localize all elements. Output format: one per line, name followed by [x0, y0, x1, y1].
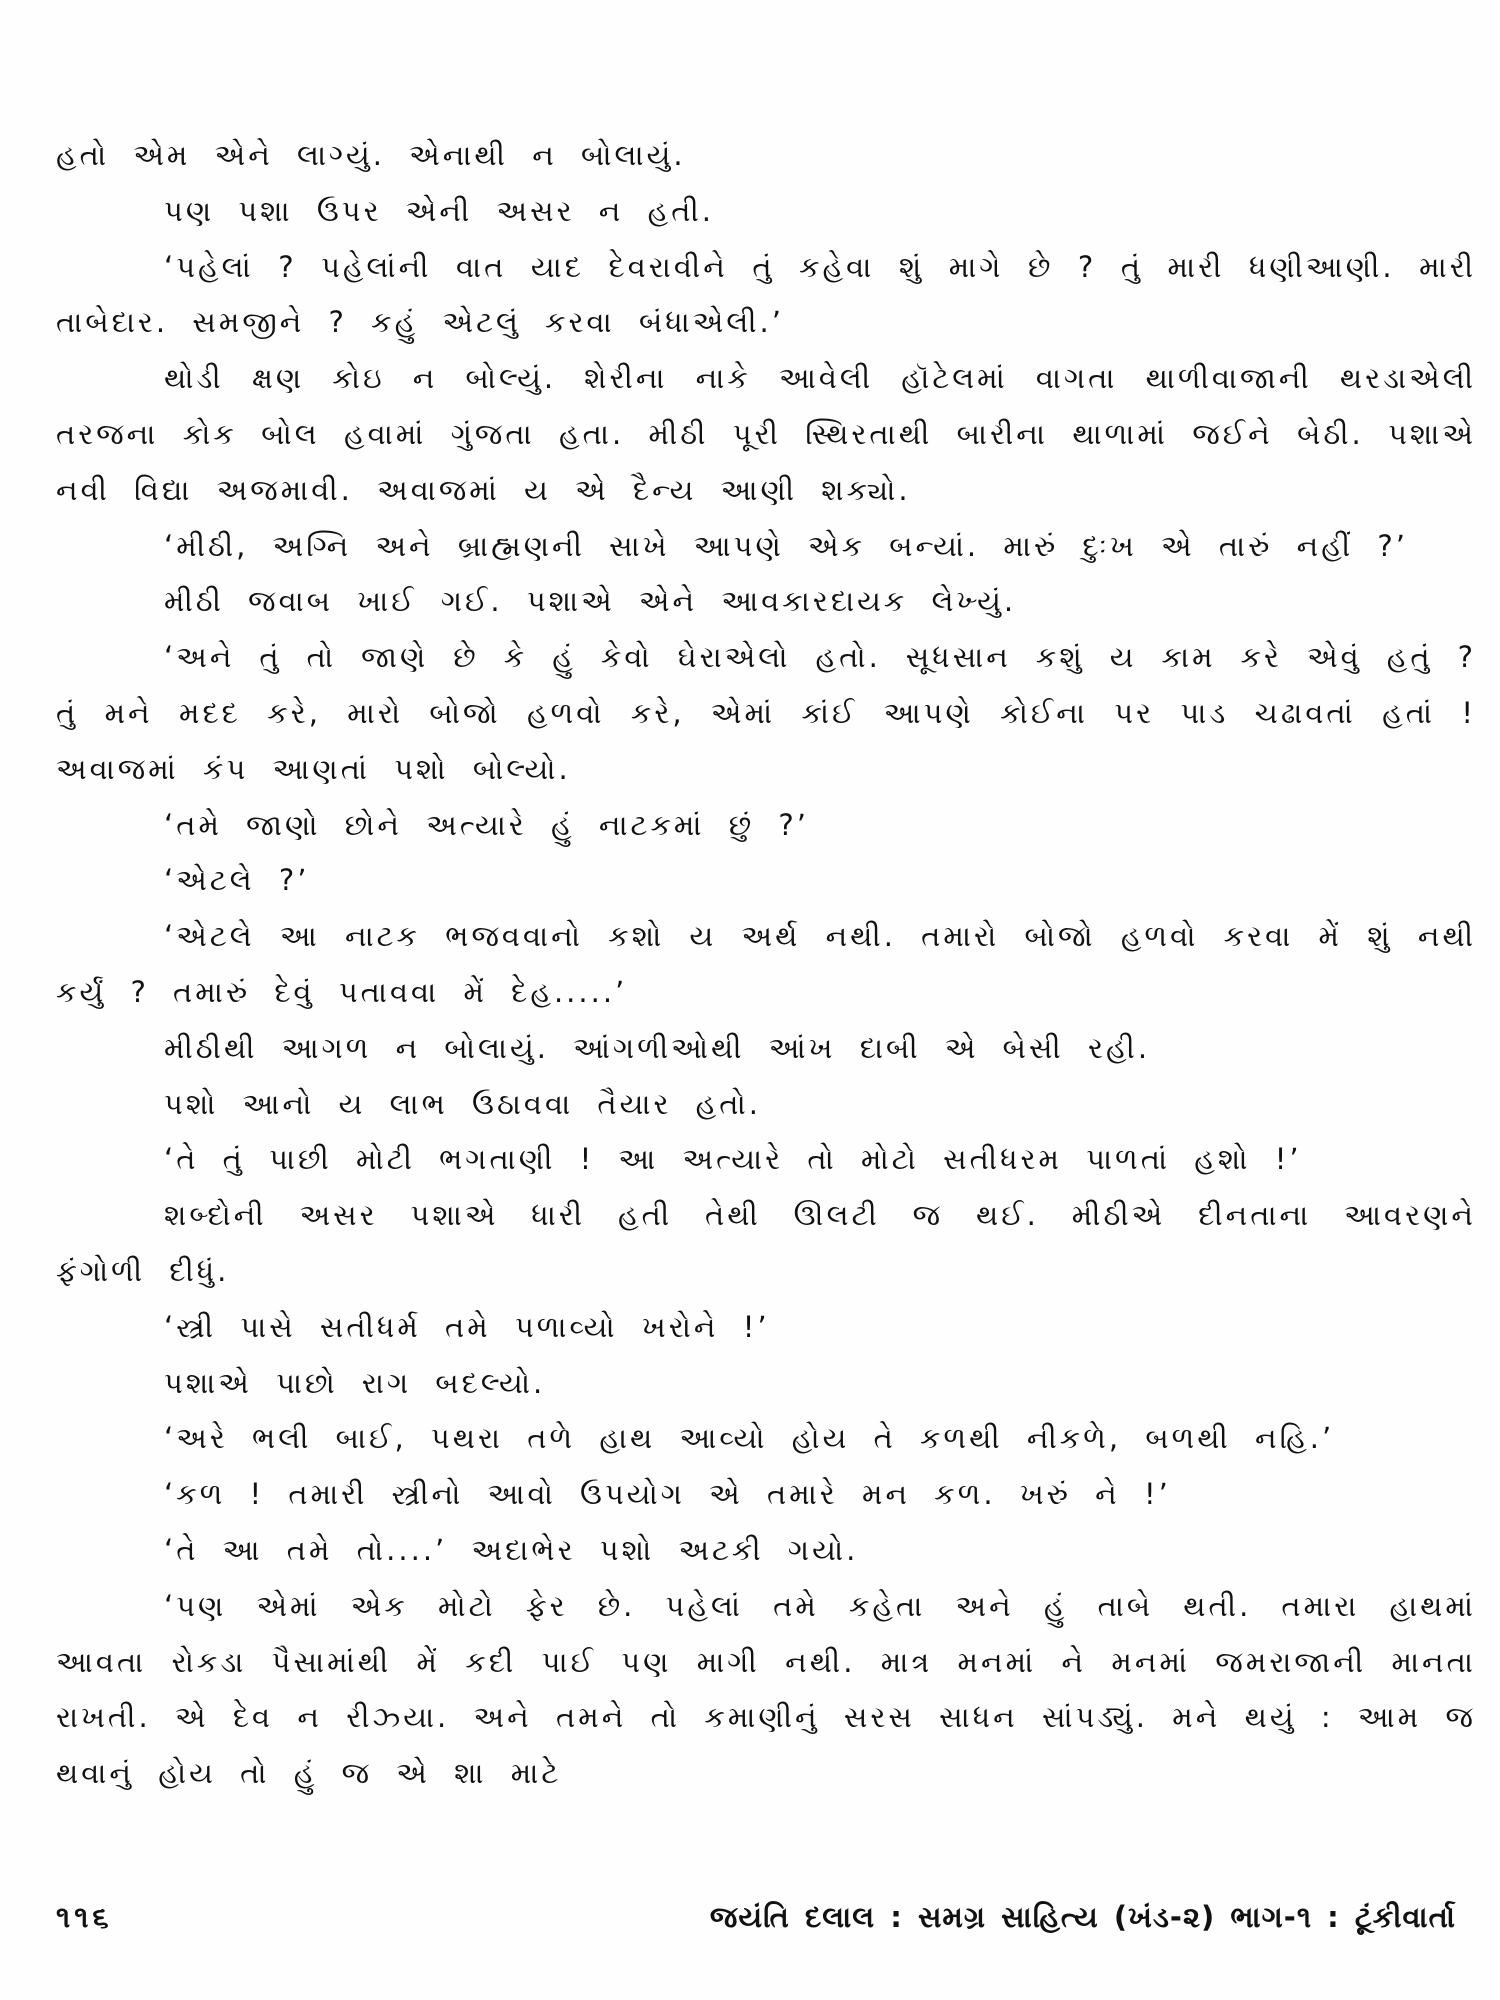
paragraph: ‘મીઠી, અગ્નિ અને બ્રાહ્મણની સાખે આપણે એક બન્યાં. મારું દુઃખ એ તારું નહીં ?’: [164, 528, 1408, 563]
paragraph: ‘તે આ તમે તો....’ અદાભેર પશો અટકી ગયો.: [164, 1532, 859, 1567]
paragraph: ‘કળ ! તમારી સ્ત્રીનો આવો ઉપયોગ એ તમારે મન કળ. ખરું ને !’: [164, 1477, 1171, 1512]
paragraph: મીઠીથી આગળ ન બોલાયું. આંગળીઓથી આંખ દાબી એ બેસી રહી.: [164, 1030, 1151, 1065]
paragraph: ‘તમે જાણો છોને અત્યારે હું નાટકમાં છું ?’: [164, 807, 809, 842]
paragraph: ‘એટલે આ નાટક ભજવવાનો કશો ય અર્થ નથી. તમારો બોજો હળવો કરવા મેં શું નથી કર્યું ? તમારું દેવું પતાવવા મેં દેહ.....’: [56, 919, 1476, 1009]
story-text: [56, 128, 1476, 1802]
paragraph: ‘અરે ભલી બાઈ, પથરા તળે હાથ આવ્યો હોય તે કળથી નીકળે, બળથી નહિ.’: [164, 1421, 1335, 1456]
paragraph: ‘પહેલાં ? પહેલાંની વાત યાદ દેવરાવીને તું કહેવા શું માગે છે ? તું મારી ધણીઆણી. મારી તાબેદાર. સમજીને ? કહું એટલું કરવા બંધાએલી.’: [56, 249, 1476, 340]
paragraph: થોડી ક્ષણ કોઇ ન બોલ્યું. શેરીના નાકે આવેલી હૉટેલમાં વાગતા થાળીવાજાની થરડાએલી તરજના કોક બોલ હવામાં ગુંજતા હતા. મીઠી પૂરી સ્થિરતાથી બારીના થાળામાં જઈને બેઠી. પશાએ નવી વિદ્યા અજમાવી. અવાજમાં ય એ દૈન્ય આણી શક્યો.: [56, 361, 1476, 507]
paragraph: શબ્દોની અસર પશાએ ધારી હતી તેથી ઊલટી જ થઈ. મીઠીએ દીનતાના આવરણને ફંગોળી દીધું.: [56, 1198, 1476, 1288]
paragraph: ‘અને તું તો જાણે છે કે હું કેવો ઘેરાએલો હતો. સૂધસાન કશું ય કામ કરે એવું હતું ? તું મને મદદ કરે, મારો બોજો હળવો કરે, એમાં કાંઈ આપણે કોઈના પર પાડ ચઢાવતાં હતાં ! અવાજમાં કંપ આણતાં પશો બોલ્યો.: [56, 640, 1476, 786]
paragraph: મીઠી જવાબ ખાઈ ગઈ. પશાએ એને આવકારદાયક લેખ્યું.: [164, 584, 1017, 619]
running-title: જયંતિ દલાલ : સમગ્ર સાહિત્ય (ખંડ-૨) ભાગ-૧ : ટૂંકીવાર્તા: [709, 1900, 1456, 1934]
paragraph: પશો આનો ય લાભ ઉઠાવવા તૈયાર હતો.: [164, 1086, 761, 1121]
paragraph: ‘એટલે ?’: [164, 863, 310, 898]
paragraph: હતો એમ એને લાગ્યું. એનાથી ન બોલાયું.: [56, 138, 686, 172]
paragraph: પશાએ પાછો રાગ બદલ્યો.: [164, 1365, 546, 1400]
paragraph: પણ પશા ઉપર એની અસર ન હતી.: [164, 193, 714, 228]
page-footer: [56, 1895, 1456, 1939]
paragraph: ‘પણ એમાં એક મોટો ફેર છે. પહેલાં તમે કહેતા અને હું તાબે થતી. તમારા હાથમાં આવતા રોકડા પૈસામાંથી મેં કદી પાઈ પણ માગી નથી. માત્ર મનમાં ને મનમાં જમરાજાની માનતા રાખતી. એ દેવ ન રીઝ્યા. અને તમને તો કમાણીનું સરસ સાધન સાંપડ્યું. મને થયું : આમ જ થવાનું હોય તો હું જ એ શા માટે: [56, 1588, 1476, 1791]
paragraph: ‘સ્ત્રી પાસે સતીધર્મ તમે પળાવ્યો ખરોને !’: [164, 1309, 770, 1344]
paragraph: ‘તે તું પાછી મોટી ભગતાણી ! આ અત્યારે તો મોટો સતીધરમ પાળતાં હશો !’: [164, 1142, 1302, 1177]
page-number: ૧૧૬: [56, 1900, 113, 1934]
